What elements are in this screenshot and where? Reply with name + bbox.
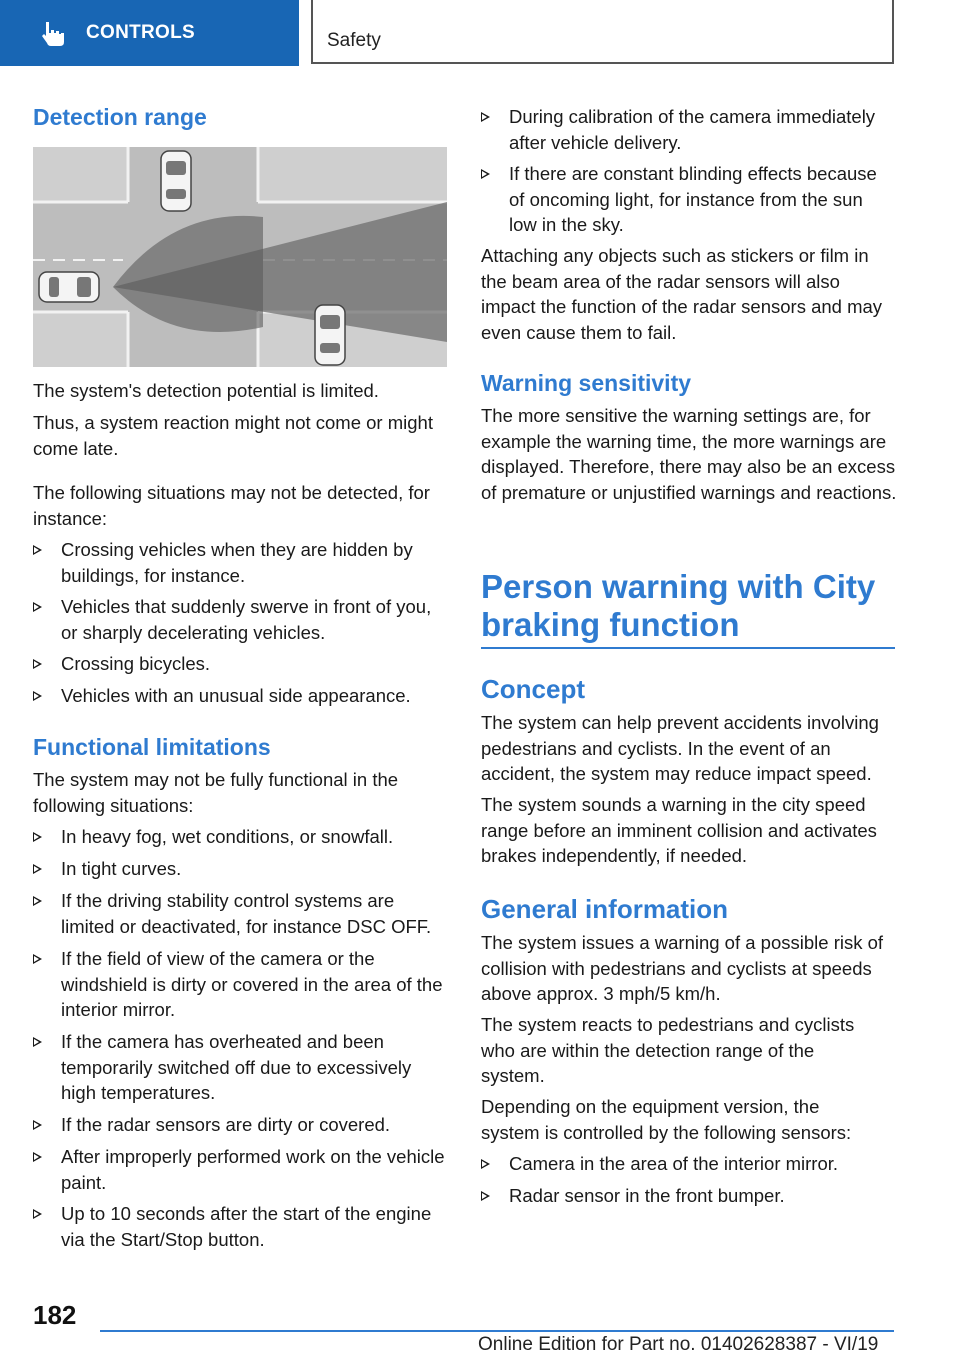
section-label: Safety bbox=[327, 30, 381, 51]
triangle-bullet-icon bbox=[481, 169, 490, 179]
triangle-bullet-icon bbox=[33, 864, 42, 874]
footer-rule bbox=[100, 1330, 894, 1332]
paragraph-situations-intro: The following situations may not be detected, for instance: bbox=[33, 482, 430, 529]
general-information-heading: General information bbox=[481, 894, 729, 924]
paragraph-concept-2: The system sounds a warning in the city speed range before an imminent collision and activates brakes independently, if needed. bbox=[481, 794, 877, 866]
paragraph-concept-1: The system can help prevent accidents involving pedestrians and cyclists. In the event of an accident, the system may reduce impact speed. bbox=[481, 712, 879, 784]
triangle-bullet-icon bbox=[33, 659, 42, 669]
paragraph-general-1: The system issues a warning of a possible risk of collision with pedestrians and cyclists at speeds above approx. 3 mph/5 km/h. bbox=[481, 932, 884, 1004]
triangle-bullet-icon bbox=[481, 1159, 490, 1169]
chapter-title-rule bbox=[481, 647, 895, 649]
detection-range-illustration bbox=[33, 147, 447, 367]
section-tab bbox=[311, 0, 894, 64]
paragraph-general-2: The system reacts to pedestrians and cyclists who are within the detection range of the system. bbox=[481, 1014, 855, 1086]
triangle-bullet-icon bbox=[33, 545, 42, 555]
triangle-bullet-icon bbox=[33, 1152, 42, 1162]
triangle-bullet-icon bbox=[33, 1209, 42, 1219]
triangle-bullet-icon bbox=[481, 112, 490, 122]
triangle-bullet-icon bbox=[33, 1037, 42, 1047]
paragraph-limitations-intro: The system may not be fully functional in the following situations: bbox=[33, 769, 399, 816]
chapter-tab-controls bbox=[0, 0, 299, 66]
page-number: 182 bbox=[33, 1300, 77, 1330]
triangle-bullet-icon bbox=[33, 832, 42, 842]
detection-range-diagram bbox=[33, 147, 447, 367]
triangle-bullet-icon bbox=[33, 691, 42, 701]
paragraph-attaching-objects: Attaching any objects such as stickers or film in the beam area of the radar sensors will also impact the function of the radar sensors and may even cause them to fail. bbox=[481, 245, 883, 343]
paragraph-detection-limited: The system's detection potential is limited. bbox=[33, 380, 379, 401]
warning-sensitivity-heading: Warning sensitivity bbox=[481, 370, 692, 396]
car-left bbox=[39, 272, 99, 302]
car-ego bbox=[315, 305, 345, 365]
triangle-bullet-icon bbox=[33, 896, 42, 906]
paragraph-reaction-late: Thus, a system reaction might not come or might come late. bbox=[33, 412, 433, 459]
triangle-bullet-icon bbox=[33, 954, 42, 964]
functional-limitations-heading: Functional limitations bbox=[33, 734, 271, 760]
chapter-label: CONTROLS bbox=[86, 22, 196, 43]
triangle-bullet-icon bbox=[33, 1120, 42, 1130]
paragraph-warning-sensitivity: The more sensitive the warning settings are, for example the warning time, the more warnings are displayed. Therefore, there may also be an excess of premature or unjustified warnings and reactions. bbox=[481, 405, 897, 503]
page-header bbox=[0, 0, 960, 66]
paragraph-general-3: Depending on the equipment version, the system is controlled by the following sensors: bbox=[481, 1096, 852, 1143]
car-top bbox=[161, 151, 191, 211]
triangle-bullet-icon bbox=[33, 602, 42, 612]
concept-heading: Concept bbox=[481, 674, 585, 704]
chapter-title: Person warning with City braking function bbox=[481, 568, 876, 643]
triangle-bullet-icon bbox=[481, 1191, 490, 1201]
edition-footer: Online Edition for Part no. 01402628387 - VI/19 bbox=[478, 1334, 879, 1355]
hand-pointer-icon bbox=[36, 16, 70, 50]
detection-range-heading: Detection range bbox=[33, 104, 207, 130]
